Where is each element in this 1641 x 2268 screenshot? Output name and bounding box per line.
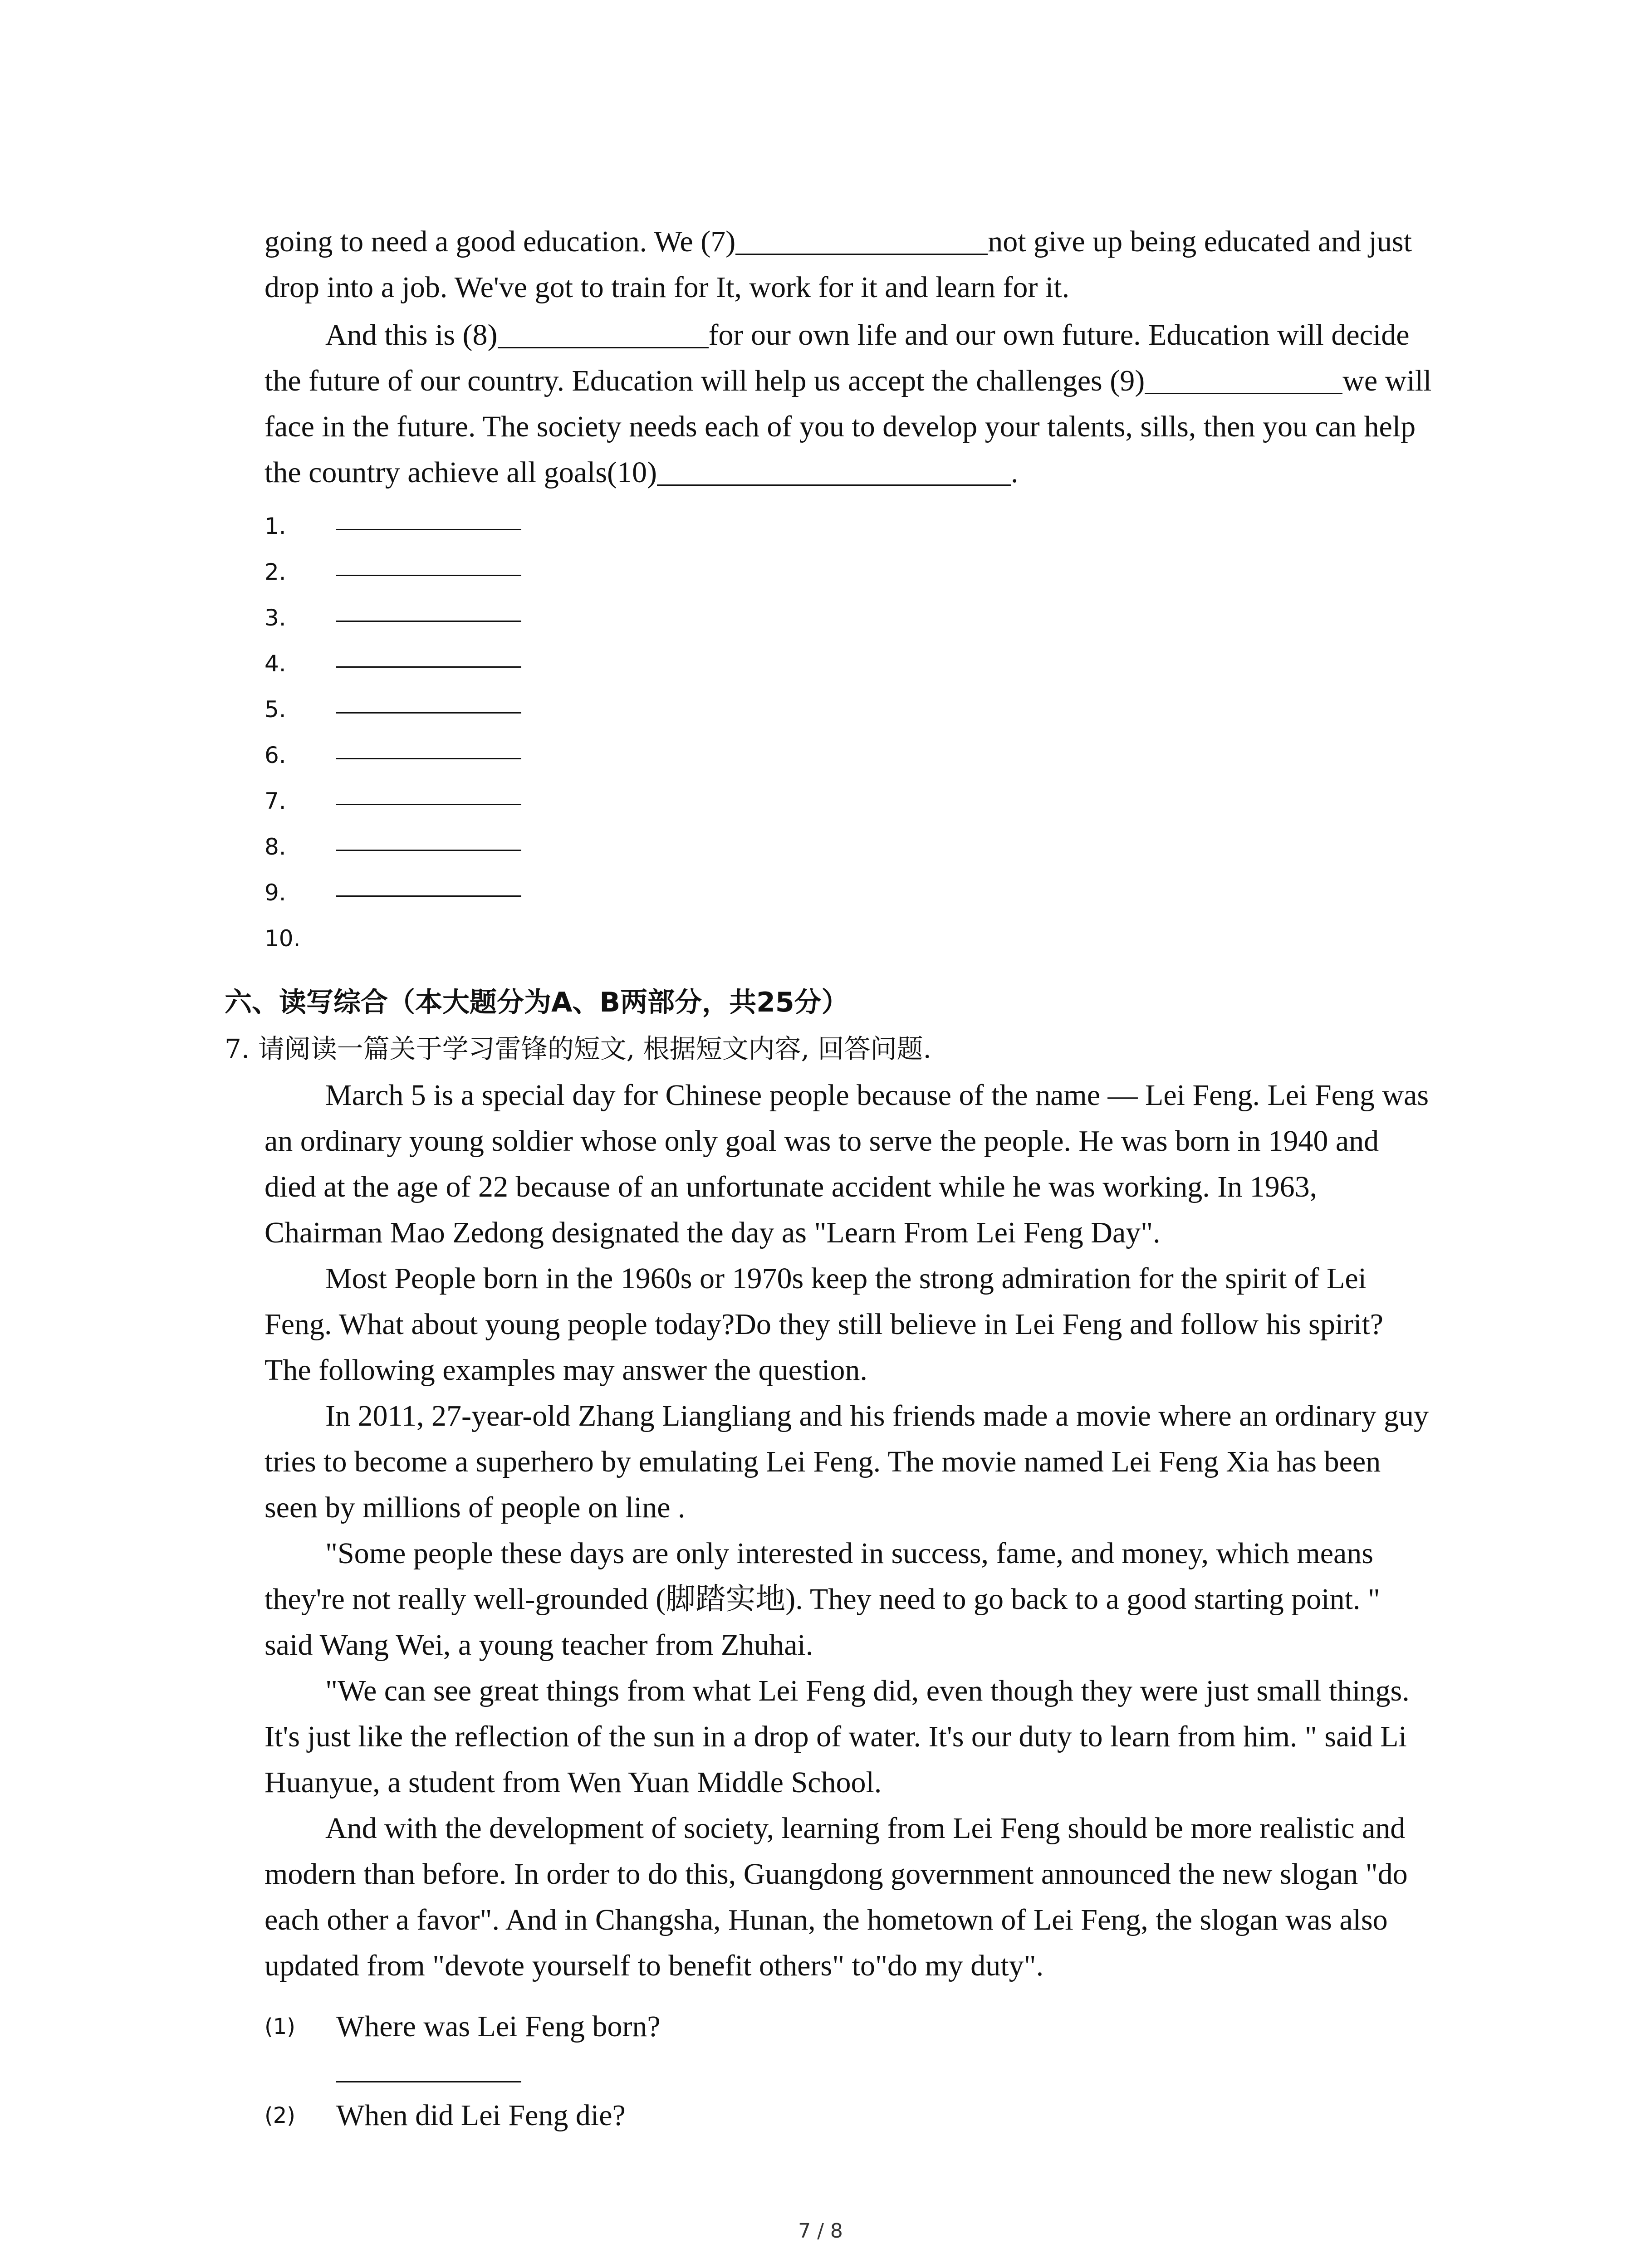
passage-text: And this is (8) [325,318,498,352]
sub-question-text: Where was Lei Feng born? [336,2010,661,2043]
sub-question-number: (1) [265,2014,295,2039]
answer-number: 3. [265,605,286,631]
passage-paragraph-1 [265,219,1435,310]
fill-blank-10[interactable] [657,455,1011,486]
answer-blank[interactable] [336,804,521,805]
answer-number: 6. [265,742,286,768]
passage-text: for our own life and our own future. Education will decide the future of our country. Education will help us accept the challenges (9) [265,318,1410,397]
reading-paragraph: Most People born in the 1960s or 1970s keep the strong admiration for the spirit of Lei Feng. What about young people today?Do they still believe in Lei Feng and follow his spirit? The following examples may answer the question. [265,1262,1383,1387]
reading-passage [265,1072,1435,1989]
answer-blank[interactable] [336,666,521,668]
fill-blank-8[interactable] [498,318,709,348]
answer-number: 7. [265,788,286,814]
passage-text: going to need a good education. We (7) [265,225,736,258]
answer-blank[interactable] [336,850,521,851]
answer-blank[interactable] [336,758,521,759]
question-title: 7. 请阅读一篇关于学习雷锋的短文, 根据短文内容, 回答问题. [225,1033,931,1064]
reading-paragraph: March 5 is a special day for Chinese people because of the name — Lei Feng. Lei Feng was an ordinary young soldier whose only goal was to serve the people. He was born in 1940 and died at the age of 22 because of an unfortunate accident while he was working. In 1963, Chairman Mao Zedong designated the day as "Learn From Lei Feng Day". [265,1079,1429,1249]
section-heading: 六、读写综合（本大题分为A、B两部分，共25分） [225,987,849,1018]
answer-number: 8. [265,834,286,860]
sub-question-text: When did Lei Feng die? [336,2099,626,2132]
answer-blank[interactable] [336,621,521,622]
answer-number: 10. [265,925,301,952]
answer-blank[interactable] [336,575,521,576]
passage-text: not give up being educated and just drop into a job. We've got to train for It, work for it and learn for it. [265,225,1412,304]
answer-number: 9. [265,880,286,906]
answer-number: 4. [265,650,286,677]
answer-number: 2. [265,559,286,585]
page-number: 7 / 8 [798,2219,843,2243]
passage-text: . [1011,456,1019,489]
fill-blank-9[interactable] [1145,364,1342,394]
sub-question-number: (2) [265,2103,295,2128]
reading-paragraph: "Some people these days are only interested in success, fame, and money, which means they're not really well-grounded (脚踏实地). They need to go back to a good starting point. " said Wang Wei, a young teacher from Zhuhai. [265,1537,1380,1662]
answer-blank[interactable] [336,529,521,530]
passage-text: we will face in the future. The society needs each of you to develop your talents, sills, then you can help the country achieve all goals(10) [265,364,1432,489]
reading-paragraph: "We can see great things from what Lei Feng did, even though they were just small things. It's just like the reflection of the sun in a drop of water. It's our duty to learn from him. " said Li Huanyue, a student from Wen Yuan Middle School. [265,1674,1410,1799]
answer-number: 5. [265,696,286,723]
answer-blank[interactable] [336,712,521,714]
passage-paragraph-2 [265,312,1435,495]
answer-blank[interactable] [336,2081,521,2082]
reading-paragraph: And with the development of society, learning from Lei Feng should be more realistic and modern than before. In order to do this, Guangdong government announced the new slogan "do each other a favor". And in Changsha, Hunan, the hometown of Lei Feng, the slogan was also updated from "devote yourself to benefit others" to"do my duty". [265,1812,1408,1982]
answer-number: 1. [265,513,286,539]
answer-blank[interactable] [336,895,521,897]
reading-paragraph: In 2011, 27-year-old Zhang Liangliang and his friends made a movie where an ordinary guy tries to become a superhero by emulating Lei Feng. The movie named Lei Feng Xia has been seen by millions of people on line . [265,1399,1429,1524]
fill-blank-7[interactable] [735,225,988,255]
